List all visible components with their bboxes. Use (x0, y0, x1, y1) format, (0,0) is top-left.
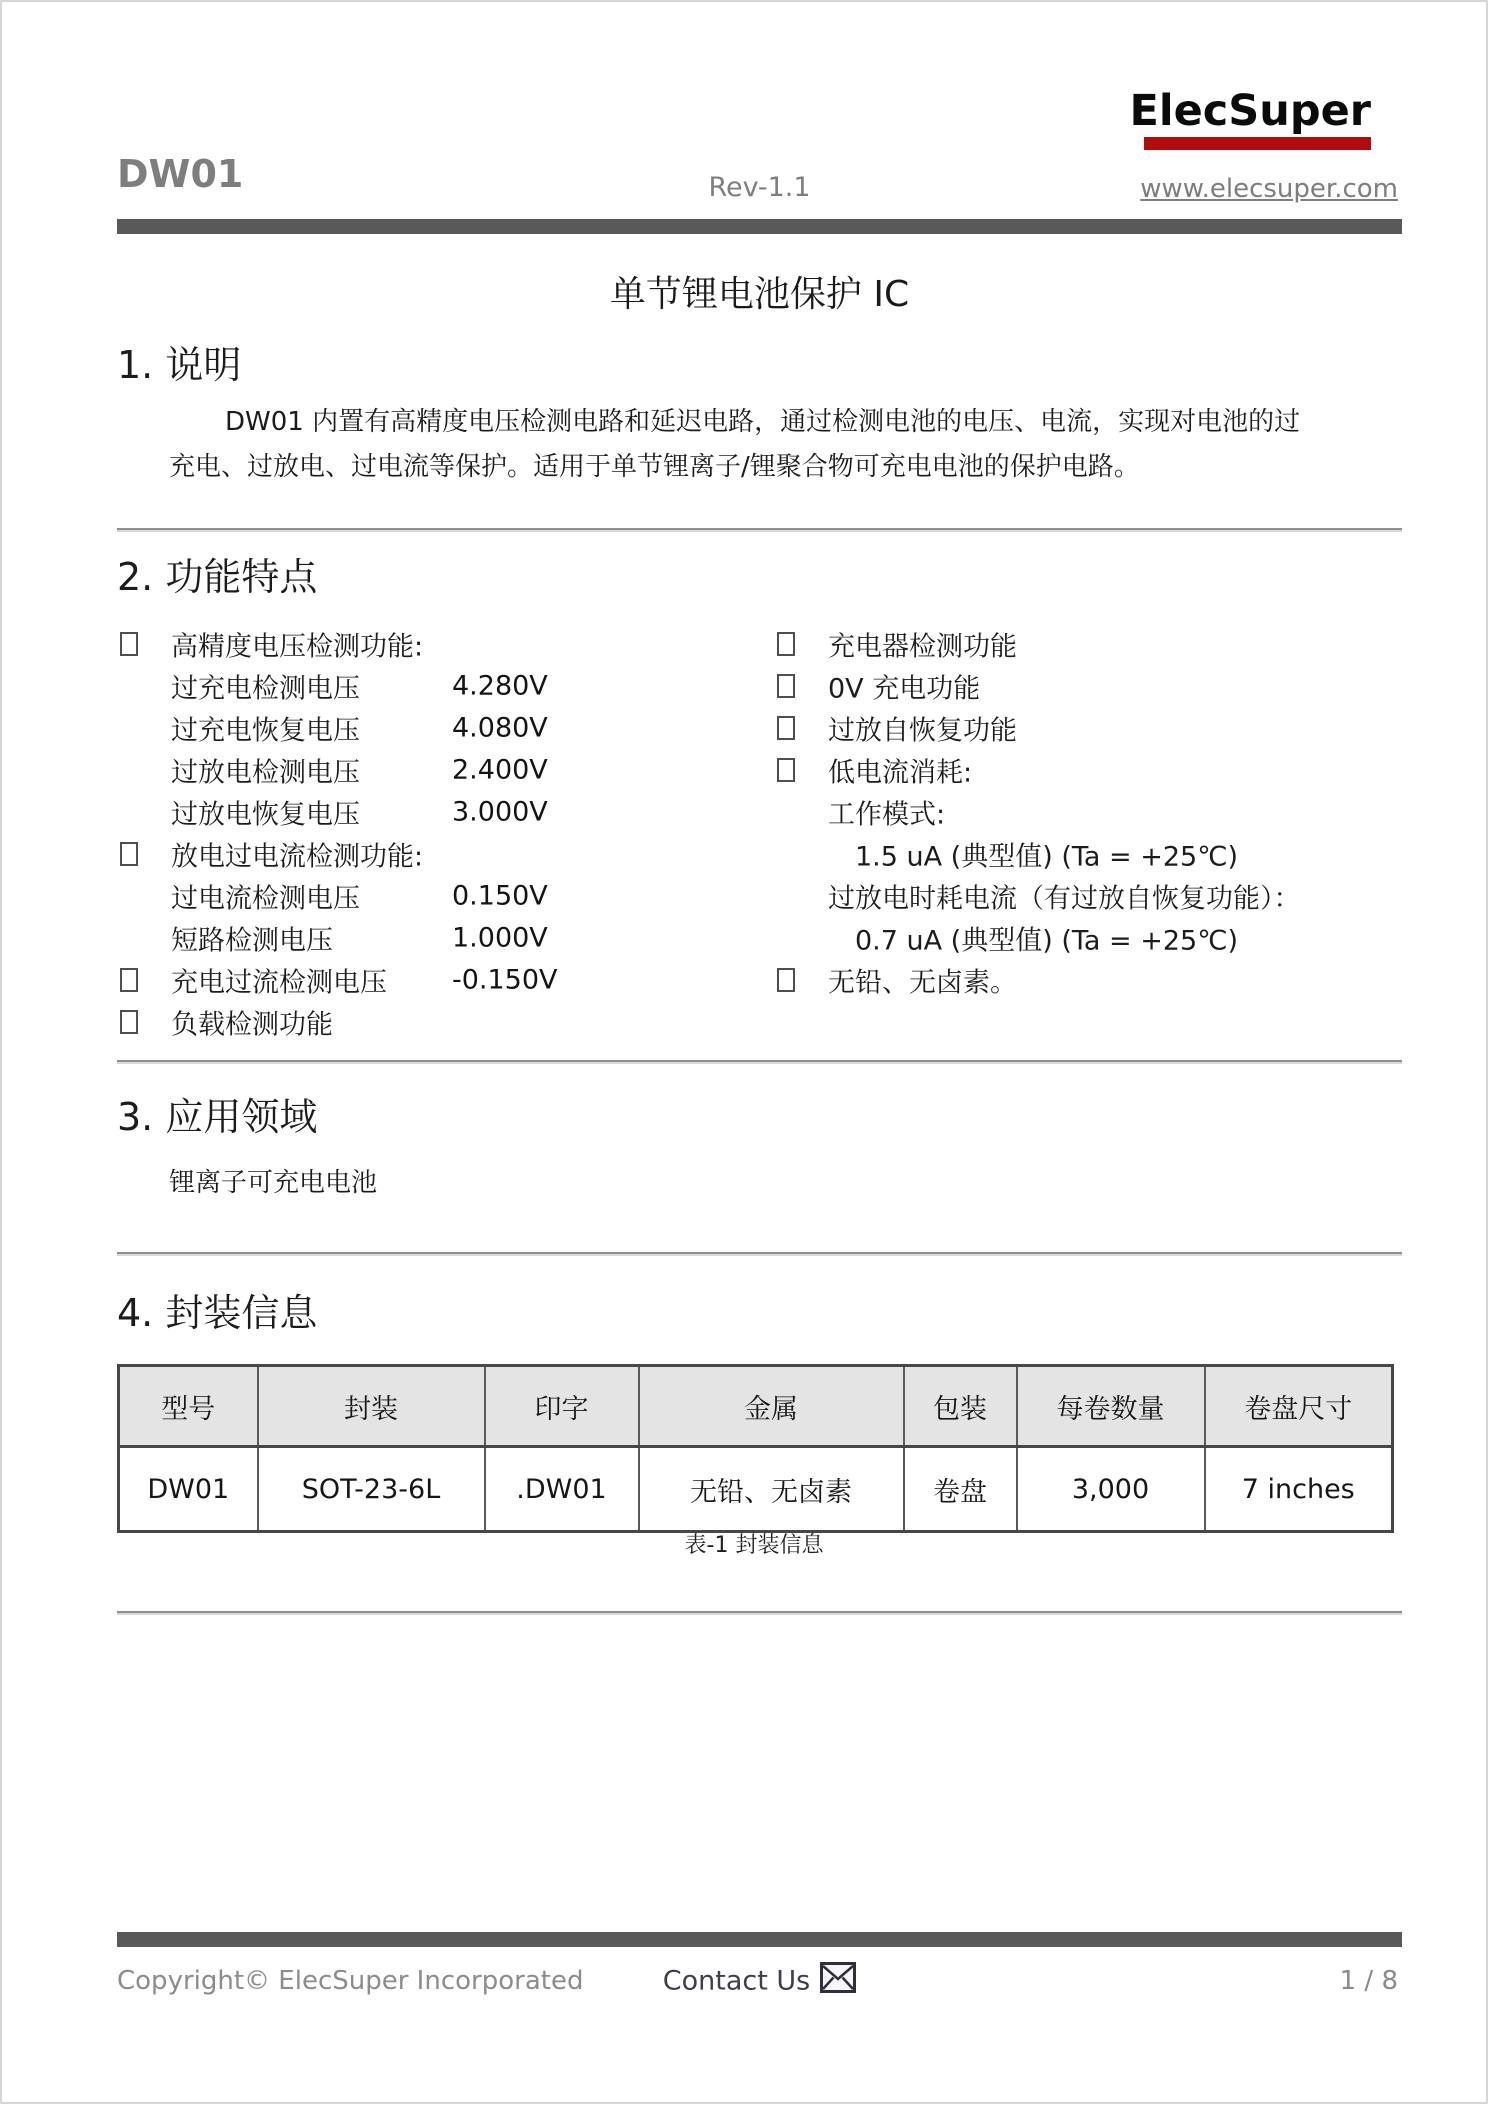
table-row (119, 1447, 1393, 1532)
feature-item (774, 749, 1454, 791)
copyright-text: Copyright© ElecSuper Incorporated (117, 1966, 584, 1996)
feature-label: 负载检测功能 (171, 1009, 333, 1041)
feature-item (774, 917, 1454, 959)
feature-value: 1.000V (452, 922, 548, 954)
feature-item (774, 665, 1454, 707)
table-caption: 表-1 封装信息 (684, 1533, 824, 1558)
bullet-square-icon (120, 632, 138, 656)
section-heading-applications: 3. 应用领域 (117, 1095, 318, 1139)
feature-label: 过放自恢复功能 (828, 715, 1017, 747)
section-heading-package: 4. 封装信息 (117, 1291, 318, 1335)
feature-value: 3.000V (452, 796, 548, 828)
features-col-right (774, 623, 1454, 1001)
page-number: 1 / 8 (1339, 1966, 1398, 1996)
feature-label: 低电流消耗: (828, 757, 973, 789)
feature-label: 放电过电流检测功能: (171, 841, 424, 873)
feature-label: 0V 充电功能 (828, 673, 981, 705)
website-link[interactable]: www.elecsuper.com (1140, 174, 1398, 204)
table-cell: SOT-23-6L (258, 1447, 485, 1532)
section-divider (117, 1611, 1402, 1615)
contact-us (117, 1962, 1402, 2000)
bullet-square-icon (777, 632, 795, 656)
feature-item (774, 791, 1454, 833)
table-header-row (119, 1366, 1393, 1447)
table-cell: 无铅、无卤素 (639, 1447, 904, 1532)
document-title: 单节锂电池保护 IC (609, 274, 910, 315)
feature-value: 4.080V (452, 712, 548, 744)
table-cell: 3,000 (1017, 1447, 1205, 1532)
description-line-2: 充电、过放电、过电流等保护。适用于单节锂离子/锂聚合物可充电电池的保护电路。 (169, 452, 1140, 482)
bullet-square-icon (120, 1010, 138, 1034)
footer-rule-bar (117, 1932, 1402, 1947)
feature-label: 过放电时耗电流（有过放自恢复功能）： (828, 883, 1301, 915)
feature-item (774, 707, 1454, 749)
feature-item (117, 665, 767, 707)
feature-label: 工作模式: (828, 799, 946, 831)
feature-item (117, 623, 767, 665)
feature-label: 充电过流检测电压 (171, 967, 387, 999)
feature-label: 过充电恢复电压 (171, 715, 360, 747)
table-header-cell: 包装 (904, 1366, 1017, 1447)
feature-label: 无铅、无卤素。 (828, 967, 1017, 999)
section-heading-features: 2. 功能特点 (117, 555, 318, 599)
bullet-square-icon (777, 674, 795, 698)
table-cell: DW01 (119, 1447, 258, 1532)
table-header-cell: 型号 (119, 1366, 258, 1447)
feature-label: 充电器检测功能 (828, 631, 1017, 663)
feature-label: 过充电检测电压 (171, 673, 360, 705)
table-header-cell: 印字 (485, 1366, 639, 1447)
feature-label: 短路检测电压 (171, 925, 333, 957)
table-cell: 卷盘 (904, 1447, 1017, 1532)
package-table-body (119, 1447, 1393, 1532)
description-paragraph (169, 400, 1404, 490)
feature-item (774, 833, 1454, 875)
package-table-head (119, 1366, 1393, 1447)
feature-label: 0.7 uA (典型值) (Ta = +25℃) (855, 925, 1239, 957)
feature-item (117, 959, 767, 1001)
table-header-cell: 每卷数量 (1017, 1366, 1205, 1447)
company-logo: ElecSuper (1129, 86, 1371, 136)
feature-item (117, 917, 767, 959)
feature-label: 1.5 uA (典型值) (Ta = +25℃) (855, 841, 1239, 873)
logo-red-bar (1144, 137, 1371, 150)
revision-label: Rev-1.1 (708, 172, 811, 203)
feature-label: 过放电恢复电压 (171, 799, 360, 831)
feature-item (117, 1001, 767, 1043)
bullet-square-icon (777, 968, 795, 992)
feature-item (117, 707, 767, 749)
table-header-cell: 封装 (258, 1366, 485, 1447)
feature-item (774, 875, 1454, 917)
bullet-square-icon (120, 842, 138, 866)
bullet-square-icon (777, 716, 795, 740)
part-number: DW01 (117, 152, 244, 196)
feature-item (117, 875, 767, 917)
bullet-square-icon (120, 968, 138, 992)
package-table (117, 1364, 1394, 1533)
feature-item (117, 833, 767, 875)
feature-value: 2.400V (452, 754, 548, 786)
section-divider (117, 1060, 1402, 1064)
feature-item (774, 959, 1454, 1001)
description-line-1: DW01 内置有高精度电压检测电路和延迟电路，通过检测电池的电压、电流，实现对电池的过 (225, 407, 1301, 437)
feature-value: 4.280V (452, 670, 548, 702)
feature-item (117, 749, 767, 791)
feature-value: -0.150V (452, 964, 558, 996)
applications-text: 锂离子可充电电池 (169, 1168, 378, 1198)
bullet-square-icon (777, 758, 795, 782)
section-heading-description: 1. 说明 (117, 343, 242, 387)
feature-label: 过放电检测电压 (171, 757, 360, 789)
section-divider (117, 528, 1402, 532)
feature-item (117, 791, 767, 833)
feature-value: 0.150V (452, 880, 548, 912)
feature-label: 过电流检测电压 (171, 883, 360, 915)
features-col-left (117, 623, 767, 1043)
email-envelope-icon[interactable] (820, 1962, 856, 2000)
table-header-cell: 金属 (639, 1366, 904, 1447)
feature-label: 高精度电压检测功能: (171, 631, 424, 663)
table-cell: 7 inches (1205, 1447, 1393, 1532)
header-rule-bar (117, 219, 1402, 234)
table-header-cell: 卷盘尺寸 (1205, 1366, 1393, 1447)
contact-us-link[interactable]: Contact Us (662, 1965, 811, 1997)
feature-item (774, 623, 1454, 665)
table-cell: .DW01 (485, 1447, 639, 1532)
section-divider (117, 1252, 1402, 1256)
